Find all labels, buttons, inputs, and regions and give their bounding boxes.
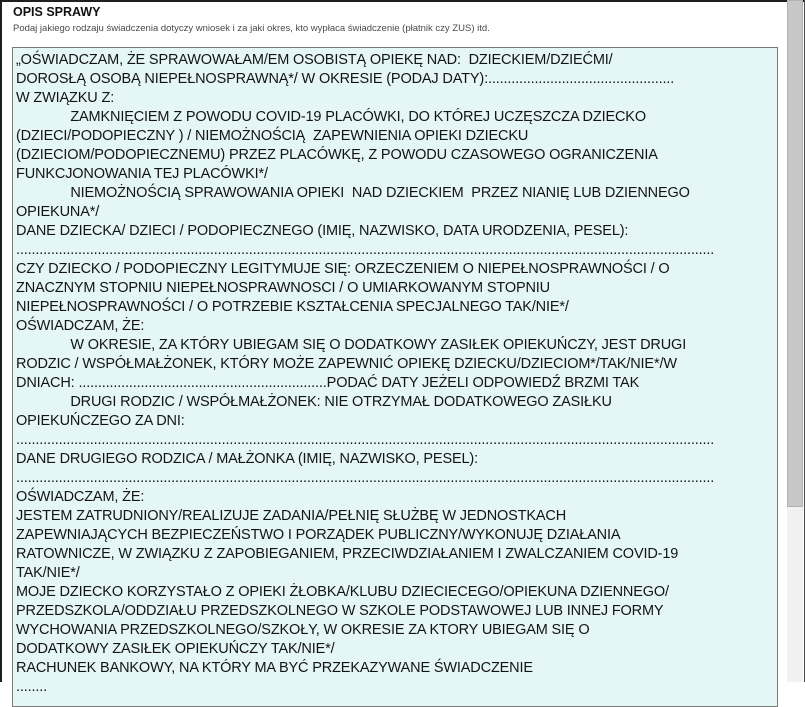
frame-left-border <box>0 0 2 682</box>
page-scrollbar[interactable] <box>787 0 803 682</box>
scrollbar-thumb[interactable] <box>787 0 803 507</box>
case-description-textarea[interactable] <box>12 47 778 707</box>
section-hint: Podaj jakiego rodzaju świadczenia dotyczy wniosek i za jaki okres, kto wypłaca świadczenie (płatnik czy ZUS) itd. <box>13 23 490 34</box>
frame-top-border <box>0 0 805 2</box>
section-title: OPIS SPRAWY <box>13 5 101 19</box>
